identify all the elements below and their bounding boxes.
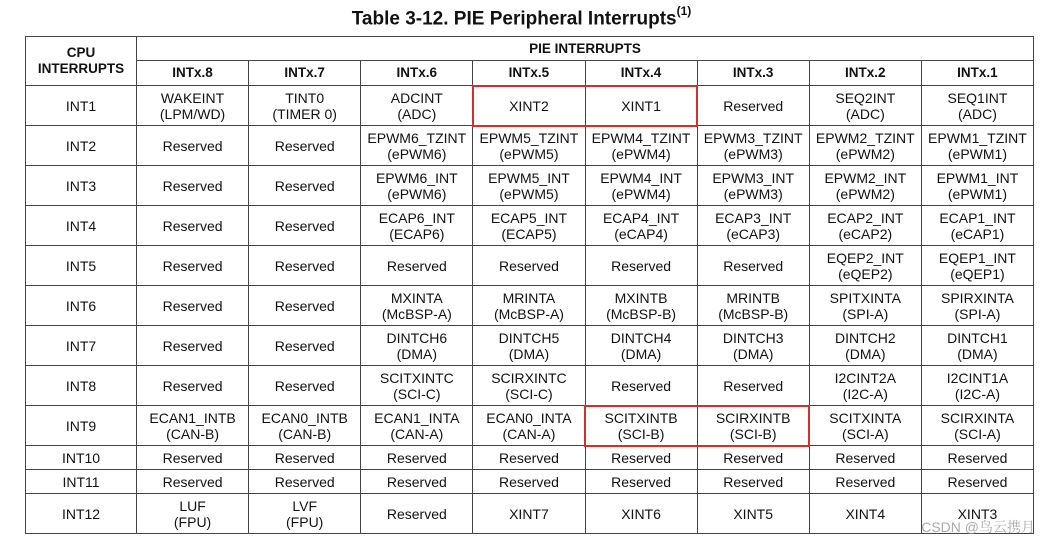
pie-interrupt-cell <box>249 406 361 446</box>
interrupt-name: ECAN0_INTB <box>261 409 348 426</box>
pie-interrupt-cell <box>921 166 1033 206</box>
pie-interrupt-cell <box>137 326 249 366</box>
pie-interrupt-cell <box>809 166 921 206</box>
interrupt-name: Reserved <box>274 177 335 194</box>
pie-interrupt-cell <box>473 446 585 470</box>
header-row-columns <box>26 61 1034 86</box>
interrupt-name: Reserved <box>386 505 447 522</box>
interrupt-source: (CAN-A) <box>390 425 444 442</box>
pie-interrupt-cell <box>585 406 697 446</box>
interrupt-name: Reserved <box>274 337 335 354</box>
interrupt-name: Reserved <box>947 449 1008 466</box>
cpu-interrupt-cell: INT4 <box>26 206 137 246</box>
pie-interrupt-cell <box>697 326 809 366</box>
interrupt-name: Reserved <box>162 337 223 354</box>
interrupt-source: (DMA) <box>845 345 886 362</box>
interrupt-name: Reserved <box>162 473 223 490</box>
interrupt-source: (LPM/WD) <box>159 105 226 122</box>
interrupt-source: (ePWM6) <box>387 145 447 162</box>
interrupt-name: EPWM1_INT <box>936 169 1019 186</box>
interrupt-name: SCIRXINTB <box>715 409 791 426</box>
pie-interrupt-cell <box>809 446 921 470</box>
interrupt-source: (McBSP-B) <box>606 305 677 322</box>
column-header: INTx.7 <box>249 61 361 86</box>
pie-interrupt-cell <box>585 286 697 326</box>
pie-interrupt-cell <box>137 86 249 126</box>
column-header: INTx.6 <box>361 61 473 86</box>
pie-interrupt-cell <box>809 86 921 126</box>
pie-interrupt-cell <box>697 406 809 446</box>
interrupt-name: I2CINT1A <box>946 369 1009 386</box>
interrupt-name: I2CINT2A <box>834 369 897 386</box>
interrupt-name: Reserved <box>611 473 672 490</box>
interrupt-name: EPWM1_TZINT <box>928 129 1027 146</box>
interrupt-name: Reserved <box>386 257 447 274</box>
cpu-interrupt-cell: INT12 <box>26 494 137 534</box>
pie-interrupt-cell <box>585 126 697 166</box>
interrupt-name: DINTCH2 <box>834 329 896 346</box>
interrupt-name: ECAP5_INT <box>490 209 568 226</box>
interrupt-name: EPWM6_TZINT <box>367 129 467 146</box>
pie-interrupt-cell <box>473 166 585 206</box>
interrupt-name: TINT0 <box>285 89 325 106</box>
interrupt-source: (McBSP-A) <box>381 305 452 322</box>
pie-interrupt-cell <box>361 326 473 366</box>
interrupt-name: DINTCH1 <box>947 329 1008 346</box>
cpu-interrupt-cell: INT10 <box>26 446 137 470</box>
table-title <box>0 6 1043 30</box>
pie-interrupt-cell <box>249 206 361 246</box>
interrupt-name: MXINTB <box>614 289 668 306</box>
interrupt-name: Reserved <box>498 473 559 490</box>
column-header: INTx.1 <box>921 61 1033 86</box>
pie-interrupt-cell <box>361 286 473 326</box>
interrupt-name: EQEP2_INT <box>826 249 904 266</box>
cpu-interrupt-cell: INT2 <box>26 126 137 166</box>
interrupt-source: (SCI-B) <box>729 425 777 442</box>
column-header: INTx.4 <box>585 61 697 86</box>
interrupt-name: LUF <box>179 497 206 514</box>
interrupt-source: (SPI-A) <box>954 305 1001 322</box>
pie-interrupt-cell <box>473 406 585 446</box>
interrupt-source: (I2C-A) <box>954 385 1000 402</box>
pie-interrupt-cell <box>249 126 361 166</box>
interrupt-name: Reserved <box>723 473 784 490</box>
pie-interrupt-cell <box>473 494 585 534</box>
table-row <box>26 246 1034 286</box>
interrupt-source: (McBSP-B) <box>718 305 789 322</box>
pie-interrupt-cell <box>809 406 921 446</box>
pie-interrupt-cell <box>921 286 1033 326</box>
pie-interrupt-cell <box>697 86 809 126</box>
interrupt-source: (SCI-C) <box>393 385 441 402</box>
table-row <box>26 286 1034 326</box>
column-header: INTx.5 <box>473 61 585 86</box>
interrupt-source: (ECAP5) <box>501 225 557 242</box>
pie-interrupt-cell <box>585 494 697 534</box>
column-header: INTx.8 <box>137 61 249 86</box>
interrupt-source: (DMA) <box>732 345 774 362</box>
interrupt-name: SCITXINTB <box>604 409 678 426</box>
footnote-marker: (1) <box>676 4 692 18</box>
interrupt-name: DINTCH6 <box>386 329 448 346</box>
interrupt-name: ECAP4_INT <box>602 209 680 226</box>
interrupt-name: EPWM4_TZINT <box>591 129 691 146</box>
interrupt-name: DINTCH5 <box>498 329 560 346</box>
interrupt-name: Reserved <box>947 473 1008 490</box>
pie-interrupt-cell <box>361 494 473 534</box>
interrupt-source: (eCAP4) <box>614 225 668 242</box>
pie-interrupt-cell <box>361 446 473 470</box>
interrupt-source: (ePWM1) <box>947 145 1007 162</box>
interrupt-source: (CAN-A) <box>502 425 556 442</box>
pie-interrupt-cell <box>137 494 249 534</box>
interrupt-name: EPWM3_INT <box>712 169 795 186</box>
interrupt-name: Reserved <box>162 217 223 234</box>
interrupt-name: EPWM2_INT <box>824 169 907 186</box>
interrupt-source: (SCI-B) <box>617 425 665 442</box>
interrupt-source: (ePWM1) <box>947 185 1007 202</box>
interrupt-name: ECAP1_INT <box>939 209 1016 226</box>
interrupt-source: (TIMER 0) <box>272 105 337 122</box>
pie-interrupt-cell <box>809 246 921 286</box>
pie-interrupt-cell <box>921 326 1033 366</box>
pie-interrupt-cell <box>809 126 921 166</box>
interrupt-source: (CAN-B) <box>278 425 332 442</box>
pie-interrupt-cell <box>921 366 1033 406</box>
table-row <box>26 126 1034 166</box>
interrupt-name: Reserved <box>498 449 559 466</box>
interrupt-name: MRINTA <box>502 289 556 306</box>
pie-interrupt-cell <box>249 286 361 326</box>
interrupt-name: Reserved <box>162 377 223 394</box>
interrupt-name: Reserved <box>723 377 784 394</box>
pie-interrupt-cell <box>585 86 697 126</box>
pie-interrupt-cell <box>697 206 809 246</box>
interrupt-name: XINT6 <box>621 505 661 522</box>
interrupt-name: ECAP2_INT <box>827 209 904 226</box>
interrupt-source: (DMA) <box>508 345 550 362</box>
interrupt-name: SPIRXINTA <box>941 289 1014 306</box>
pie-interrupt-cell <box>249 366 361 406</box>
interrupt-name: EPWM5_TZINT <box>479 129 579 146</box>
pie-interrupt-cell <box>809 366 921 406</box>
interrupt-name: Reserved <box>835 449 896 466</box>
interrupt-source: (ePWM2) <box>835 185 895 202</box>
interrupt-name: XINT5 <box>733 505 774 522</box>
interrupt-source: (ePWM3) <box>723 145 783 162</box>
interrupt-name: ECAN1_INTA <box>374 409 460 426</box>
pie-interrupt-cell <box>361 406 473 446</box>
interrupt-source: (McBSP-A) <box>493 305 564 322</box>
interrupt-source: (DMA) <box>620 345 662 362</box>
pie-interrupt-cell <box>585 206 697 246</box>
interrupt-name: Reserved <box>723 449 784 466</box>
pie-interrupt-cell <box>697 494 809 534</box>
pie-interrupt-cell <box>585 246 697 286</box>
interrupt-name: XINT4 <box>845 505 886 522</box>
table-title-text: Table 3-12. PIE Peripheral Interrupts <box>351 8 677 30</box>
pie-interrupt-cell <box>473 86 585 126</box>
interrupt-source: (ADC) <box>957 105 997 122</box>
pie-interrupt-cell <box>697 366 809 406</box>
pie-interrupt-cell <box>473 366 585 406</box>
pie-interrupt-cell <box>473 206 585 246</box>
pie-interrupt-cell <box>809 326 921 366</box>
interrupt-name: Reserved <box>611 377 672 394</box>
interrupt-name: LVF <box>292 497 317 514</box>
pie-interrupt-cell <box>921 446 1033 470</box>
pie-interrupt-cell <box>473 286 585 326</box>
interrupt-source: (eCAP1) <box>950 225 1005 242</box>
pie-interrupt-cell <box>809 286 921 326</box>
pie-interrupt-cell <box>921 86 1033 126</box>
pie-interrupt-cell <box>809 470 921 494</box>
pie-interrupt-cell <box>249 86 361 126</box>
cpu-interrupt-cell: INT5 <box>26 246 137 286</box>
pie-interrupt-cell <box>697 126 809 166</box>
interrupt-name: Reserved <box>611 257 672 274</box>
pie-interrupt-cell <box>361 366 473 406</box>
pie-interrupt-cell <box>361 166 473 206</box>
cpu-header-line2: INTERRUPTS <box>37 61 125 76</box>
pie-interrupt-cell <box>137 286 249 326</box>
pie-interrupt-cell <box>697 166 809 206</box>
interrupt-name: DINTCH3 <box>722 329 784 346</box>
cpu-header-line1: CPU <box>66 45 96 60</box>
table-row <box>26 470 1034 494</box>
cpu-interrupt-cell: INT6 <box>26 286 137 326</box>
interrupt-source: (I2C-A) <box>842 385 888 402</box>
interrupt-name: Reserved <box>723 257 784 274</box>
pie-interrupt-cell <box>697 470 809 494</box>
pie-interrupt-cell <box>361 86 473 126</box>
table-row <box>26 446 1034 470</box>
table-row <box>26 326 1034 366</box>
pie-interrupt-cell <box>585 326 697 366</box>
interrupt-source: (ePWM5) <box>499 185 559 202</box>
interrupt-source: (ePWM6) <box>387 185 447 202</box>
interrupt-source: (ePWM2) <box>835 145 895 162</box>
cpu-interrupts-header <box>26 37 137 86</box>
interrupt-name: MXINTA <box>390 289 443 306</box>
interrupt-source: (eQEP1) <box>950 265 1005 282</box>
interrupt-name: Reserved <box>274 137 335 154</box>
pie-interrupt-cell <box>921 246 1033 286</box>
pie-interrupt-cell <box>137 126 249 166</box>
interrupt-name: Reserved <box>611 449 672 466</box>
pie-interrupt-cell <box>809 206 921 246</box>
pie-interrupt-cell <box>473 326 585 366</box>
table-row <box>26 166 1034 206</box>
interrupt-source: (SCI-A) <box>841 425 889 442</box>
interrupt-source: (SPI-A) <box>842 305 889 322</box>
interrupt-name: EPWM5_INT <box>488 169 570 186</box>
interrupt-source: (eCAP2) <box>838 225 893 242</box>
cpu-interrupt-cell: INT3 <box>26 166 137 206</box>
interrupt-name: EQEP1_INT <box>938 249 1016 266</box>
cpu-interrupt-cell: INT9 <box>26 406 137 446</box>
interrupt-name: Reserved <box>162 137 223 154</box>
pie-interrupt-cell <box>585 366 697 406</box>
interrupt-source: (SCI-A) <box>954 425 1001 442</box>
interrupt-name: SPITXINTA <box>829 289 901 306</box>
pie-interrupt-cell <box>137 446 249 470</box>
table-row <box>26 206 1034 246</box>
interrupt-name: EPWM6_INT <box>375 169 458 186</box>
interrupt-name: SCITXINTA <box>829 409 902 426</box>
pie-interrupt-cell <box>249 326 361 366</box>
interrupt-name: Reserved <box>386 449 447 466</box>
table-row <box>26 366 1034 406</box>
pie-interrupt-cell <box>585 446 697 470</box>
pie-interrupt-cell <box>361 470 473 494</box>
interrupt-source: (ADC) <box>845 105 885 122</box>
interrupt-name: Reserved <box>274 297 335 314</box>
interrupt-name: EPWM4_INT <box>600 169 682 186</box>
interrupt-source: (ePWM5) <box>499 145 559 162</box>
pie-interrupt-cell <box>697 286 809 326</box>
pie-interrupt-cell <box>137 206 249 246</box>
interrupt-name: EPWM3_TZINT <box>703 129 803 146</box>
pie-interrupt-cell <box>921 126 1033 166</box>
interrupt-source: (ePWM4) <box>611 185 671 202</box>
table-row <box>26 406 1034 446</box>
interrupt-name: SCIRXINTA <box>940 409 1015 426</box>
pie-interrupt-cell <box>249 166 361 206</box>
interrupt-name: Reserved <box>723 97 784 114</box>
interrupt-name: SEQ1INT <box>947 89 1008 106</box>
pie-interrupt-cell <box>137 366 249 406</box>
interrupt-name: XINT2 <box>509 97 549 114</box>
interrupt-source: (ePWM3) <box>723 185 783 202</box>
pie-interrupt-cell <box>249 446 361 470</box>
pie-interrupt-cell <box>137 246 249 286</box>
interrupt-name: XINT1 <box>621 97 661 114</box>
interrupt-source: (ADC) <box>397 105 437 122</box>
pie-interrupt-cell <box>809 494 921 534</box>
interrupt-name: SCITXINTC <box>379 369 454 386</box>
pie-interrupt-cell <box>473 246 585 286</box>
interrupt-source: (DMA) <box>957 345 998 362</box>
interrupt-source: (ePWM4) <box>611 145 671 162</box>
interrupt-name: Reserved <box>162 449 223 466</box>
interrupt-name: Reserved <box>274 449 335 466</box>
pie-interrupts-table <box>25 36 1034 534</box>
interrupt-name: Reserved <box>162 297 223 314</box>
interrupt-name: ECAP3_INT <box>715 209 792 226</box>
interrupt-source: (CAN-B) <box>166 425 219 442</box>
cpu-interrupt-cell: INT7 <box>26 326 137 366</box>
interrupt-name: SEQ2INT <box>835 89 896 106</box>
pie-interrupt-cell <box>697 446 809 470</box>
table-body <box>26 86 1034 534</box>
interrupt-name: ADCINT <box>390 89 443 106</box>
watermark: CSDN @鸟云携月 <box>921 519 1035 535</box>
header-row-group <box>26 37 1034 61</box>
interrupt-name: WAKEINT <box>160 89 225 106</box>
interrupt-name: Reserved <box>274 217 335 234</box>
interrupt-name: EPWM2_TZINT <box>815 129 915 146</box>
pie-interrupt-cell <box>361 246 473 286</box>
pie-interrupt-cell <box>921 206 1033 246</box>
interrupt-name: Reserved <box>162 257 223 274</box>
interrupt-name: ECAN1_INTB <box>149 409 236 426</box>
pie-interrupt-cell <box>585 166 697 206</box>
interrupt-source: (eCAP3) <box>726 225 781 242</box>
interrupt-name: Reserved <box>498 257 559 274</box>
interrupt-source: (SCI-C) <box>505 385 553 402</box>
cpu-interrupt-cell: INT11 <box>26 470 137 494</box>
cpu-interrupt-cell: INT8 <box>26 366 137 406</box>
interrupt-name: Reserved <box>162 177 223 194</box>
pie-interrupt-cell <box>697 246 809 286</box>
interrupt-source: (eQEP2) <box>838 265 893 282</box>
interrupt-name: Reserved <box>386 473 447 490</box>
pie-interrupt-cell <box>249 470 361 494</box>
pie-interrupt-cell <box>249 246 361 286</box>
table-row <box>26 86 1034 126</box>
pie-interrupt-cell <box>473 470 585 494</box>
interrupt-name: Reserved <box>274 377 335 394</box>
pie-interrupt-cell <box>361 206 473 246</box>
column-header: INTx.3 <box>697 61 809 86</box>
pie-interrupt-cell <box>921 470 1033 494</box>
table-row <box>26 494 1034 534</box>
pie-interrupt-cell <box>473 126 585 166</box>
interrupt-name: ECAP6_INT <box>378 209 455 226</box>
interrupt-name: DINTCH4 <box>610 329 672 346</box>
interrupt-source: (FPU) <box>286 513 324 530</box>
pie-interrupts-header: PIE INTERRUPTS <box>137 37 1034 61</box>
interrupt-name: MRINTB <box>726 289 781 306</box>
pie-interrupt-cell <box>137 166 249 206</box>
cpu-interrupt-cell: INT1 <box>26 86 137 126</box>
column-header: INTx.2 <box>809 61 921 86</box>
interrupt-source: (ECAP6) <box>389 225 445 242</box>
interrupt-name: Reserved <box>274 257 335 274</box>
pie-interrupt-cell <box>361 126 473 166</box>
interrupt-source: (DMA) <box>396 345 438 362</box>
interrupt-source: (FPU) <box>173 513 212 530</box>
interrupt-name: XINT7 <box>509 505 549 522</box>
interrupt-name: ECAN0_INTA <box>486 409 572 426</box>
pie-interrupt-cell <box>137 470 249 494</box>
pie-interrupt-cell <box>921 406 1033 446</box>
pie-interrupt-cell <box>137 406 249 446</box>
pie-interrupt-cell <box>249 494 361 534</box>
pie-interrupt-cell <box>585 470 697 494</box>
interrupt-name: XINT3 <box>957 505 998 522</box>
interrupt-name: Reserved <box>835 473 896 490</box>
interrupt-name: SCIRXINTC <box>491 369 567 386</box>
interrupt-name: Reserved <box>274 473 335 490</box>
